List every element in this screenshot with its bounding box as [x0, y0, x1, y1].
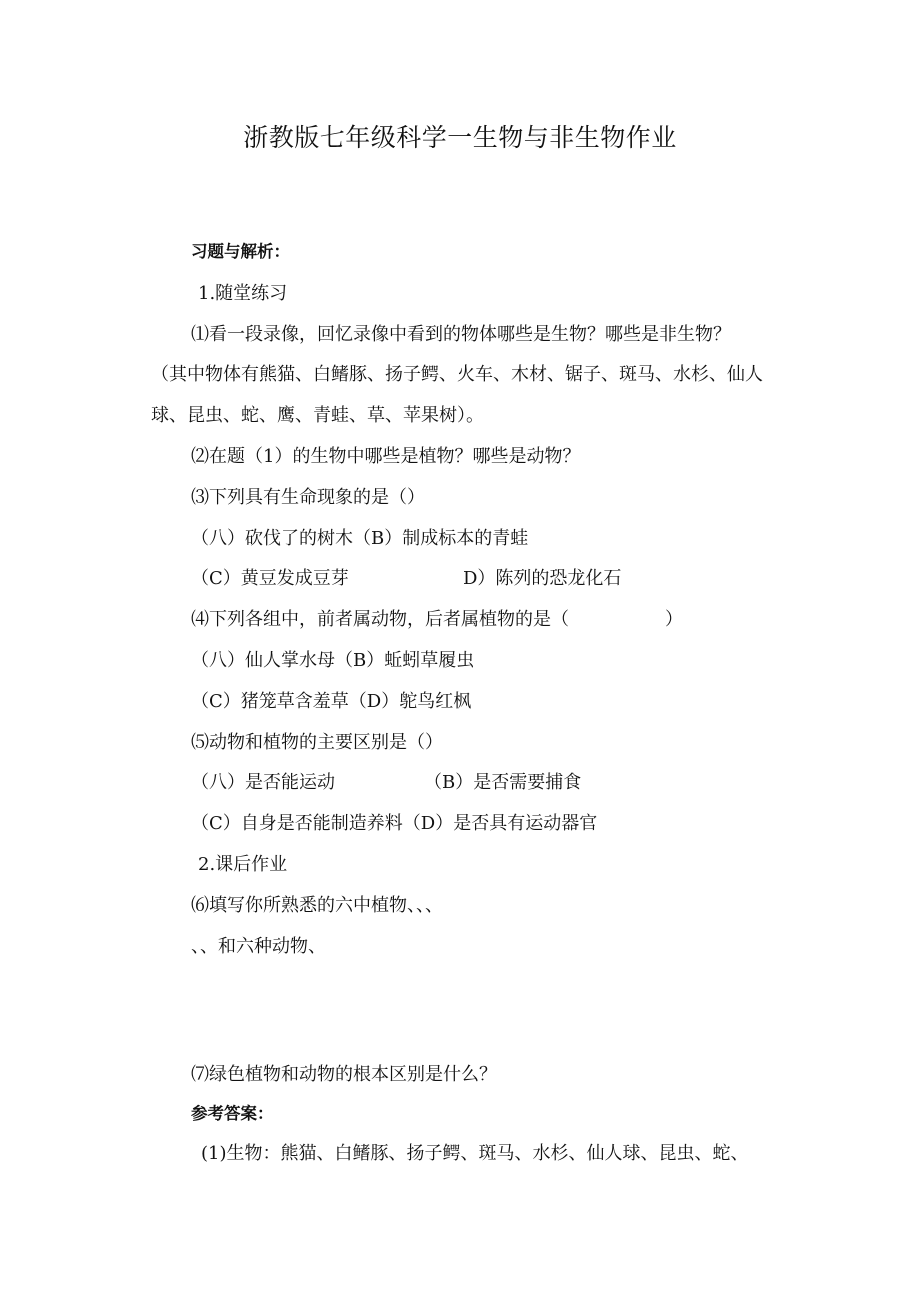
- document-title: 浙教版七年级科学一生物与非生物作业: [243, 123, 677, 152]
- answer-1: (1)生物：熊猫、白鳍豚、扬子鳄、斑马、水杉、仙人球、昆虫、蛇、: [201, 1143, 749, 1164]
- answers-heading: 参考答案：: [191, 1104, 274, 1123]
- question-1-line-1: ⑴看一段录像，回忆录像中看到的物体哪些是生物？哪些是非生物？: [191, 324, 731, 345]
- question-1-line-3: 球、昆虫、蛇、鹰、青蛙、草、苹果树）。: [151, 405, 484, 426]
- question-3-option-c: （C）黄豆发成豆芽: [191, 568, 349, 589]
- question-6-line-2: 、、和六种动物、: [191, 936, 326, 957]
- question-3-option-d: D）陈列的恐龙化石: [463, 568, 622, 589]
- question-3: ⑶下列具有生命现象的是（）: [191, 487, 425, 508]
- question-4-options-ab: （八）仙人掌水母（B）蚯蚓草履虫: [191, 650, 475, 671]
- question-4-close-paren: ）: [665, 609, 683, 630]
- question-3-options-ab: （八）砍伐了的树木（B）制成标本的青蛙: [191, 528, 529, 549]
- question-5-option-a: （八）是否能运动: [191, 772, 335, 793]
- question-7: ⑺绿色植物和动物的根本区别是什么？: [191, 1064, 497, 1085]
- part2-heading: 2.课后作业: [198, 854, 288, 875]
- part1-heading: 1.随堂练习: [198, 283, 288, 304]
- question-5: ⑸动物和植物的主要区别是（）: [191, 732, 443, 753]
- question-4: [191, 608, 683, 632]
- question-1-line-2: （其中物体有熊猫、白鳍豚、扬子鳄、火车、木材、锯子、斑马、水杉、仙人: [151, 364, 763, 385]
- question-6-line-1: ⑹填写你所熟悉的六中植物、、、: [191, 895, 443, 916]
- question-5-options-cd: （C）自身是否能制造养料（D）是否具有运动器官: [191, 813, 598, 834]
- section-heading: 习题与解析：: [191, 242, 290, 261]
- question-4-options-cd: （C）猪笼草含羞草（D）鸵鸟红枫: [191, 691, 472, 712]
- question-4-text: ⑷下列各组中，前者属动物，后者属植物的是（: [191, 609, 569, 630]
- question-5-option-b: （B）是否需要捕食: [424, 772, 582, 793]
- question-2: ⑵在题（1）的生物中哪些是植物？哪些是动物？: [191, 446, 581, 467]
